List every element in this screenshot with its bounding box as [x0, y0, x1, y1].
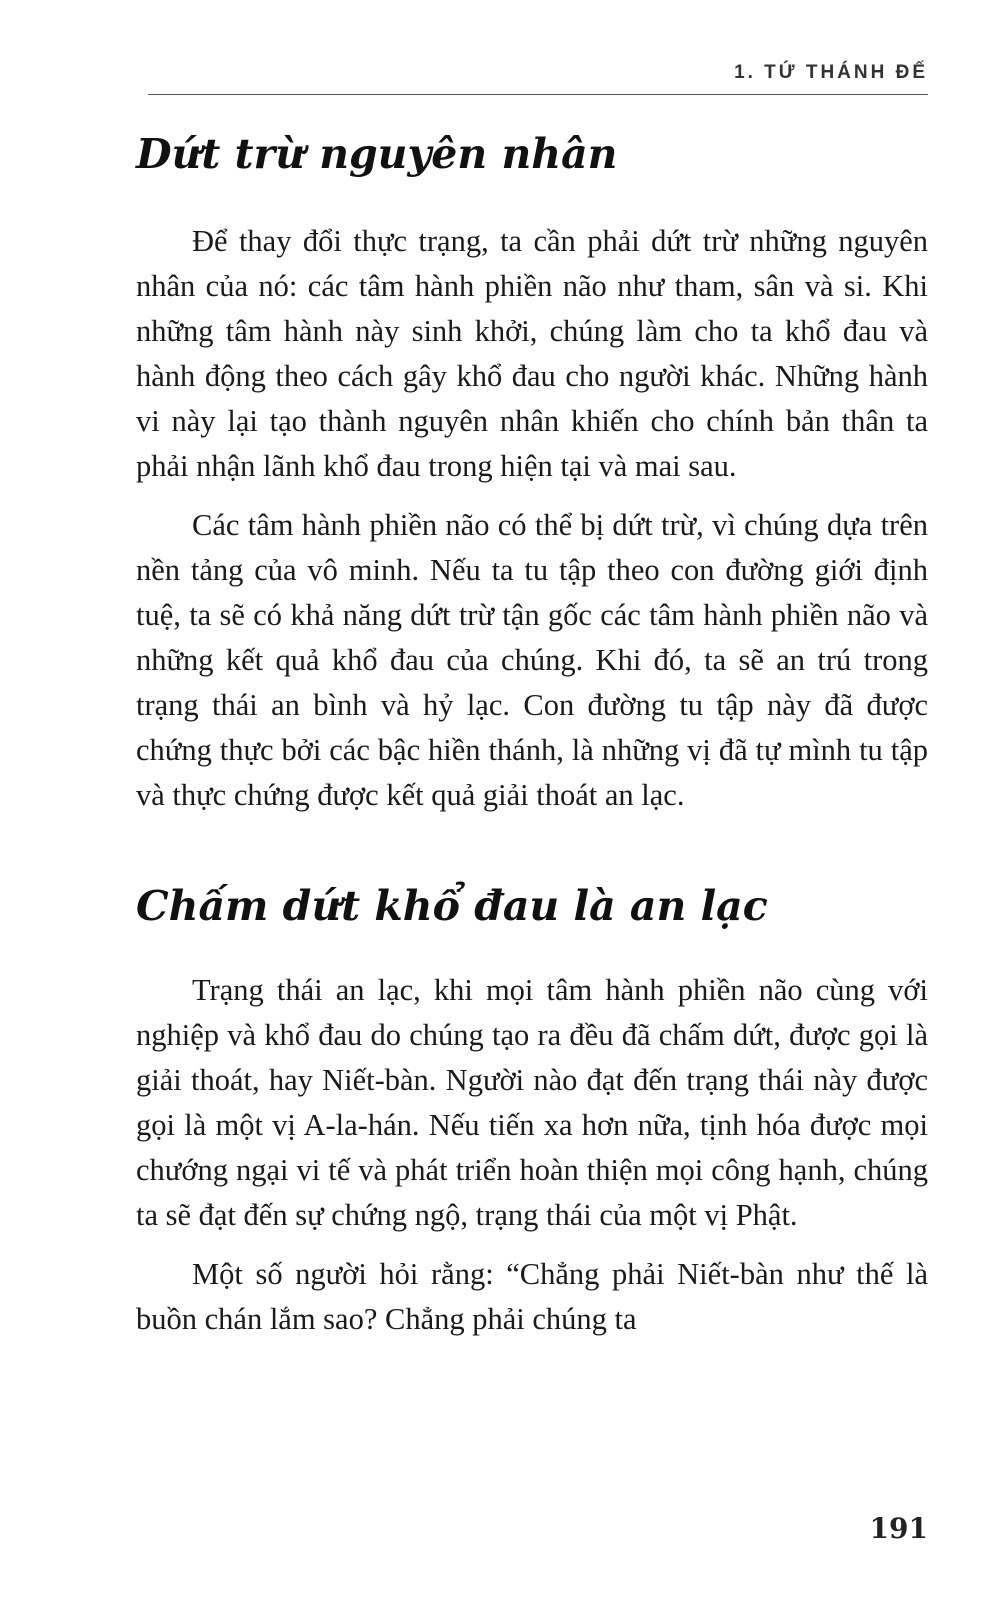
page-number: 191: [869, 1512, 928, 1545]
body-paragraph: Để thay đổi thực trạng, ta cần phải dứt trừ những nguyên nhân của nó: các tâm hành phiền não như tham, sân và si. Khi những tâm hành này sinh khởi, chúng làm cho ta khổ đau và hành động theo cách gây khổ đau cho người khác. Những hành vi này lại tạo thành nguyên nhân khiến cho chính bản thân ta phải nhận lãnh khổ đau trong hiện tại và mai sau.: [136, 224, 928, 484]
chapter-title: 1. TỨ THÁNH ĐẾ: [734, 62, 928, 83]
section-heading: Chấm dứt khổ đau là an lạc: [136, 882, 768, 931]
body-paragraph: Trạng thái an lạc, khi mọi tâm hành phiền não cùng với nghiệp và khổ đau do chúng tạo ra đều đã chấm dứt, được gọi là giải thoát, hay Niết-bàn. Người nào đạt đến trạng thái này được gọi là một vị A-la-hán. Nếu tiến xa hơn nữa, tịnh hóa được mọi chướng ngại vi tế và phát triển hoàn thiện mọi công hạnh, chúng ta sẽ đạt đến sự chứng ngộ, trạng thái của một vị Phật.: [136, 972, 928, 1232]
running-header: [148, 58, 928, 95]
page-content: [136, 120, 928, 1356]
body-paragraph: Các tâm hành phiền não có thể bị dứt trừ, vì chúng dựa trên nền tảng của vô minh. Nếu ta tu tập theo con đường giới định tuệ, ta sẽ có khả năng dứt trừ tận gốc các tâm hành phiền não và những kết quả khổ đau của chúng. Khi đó, ta sẽ an trú trong trạng thái an bình và hỷ lạc. Con đường tu tập này đã được chứng thực bởi các bậc hiền thánh, là những vị đã tự mình tu tập và thực chứng được kết quả giải thoát an lạc.: [136, 508, 928, 813]
body-paragraph: Một số người hỏi rằng: “Chẳng phải Niết-bàn như thế là buồn chán lắm sao? Chẳng phải chúng ta: [136, 1256, 928, 1336]
section-heading: Dứt trừ nguyên nhân: [136, 130, 618, 178]
